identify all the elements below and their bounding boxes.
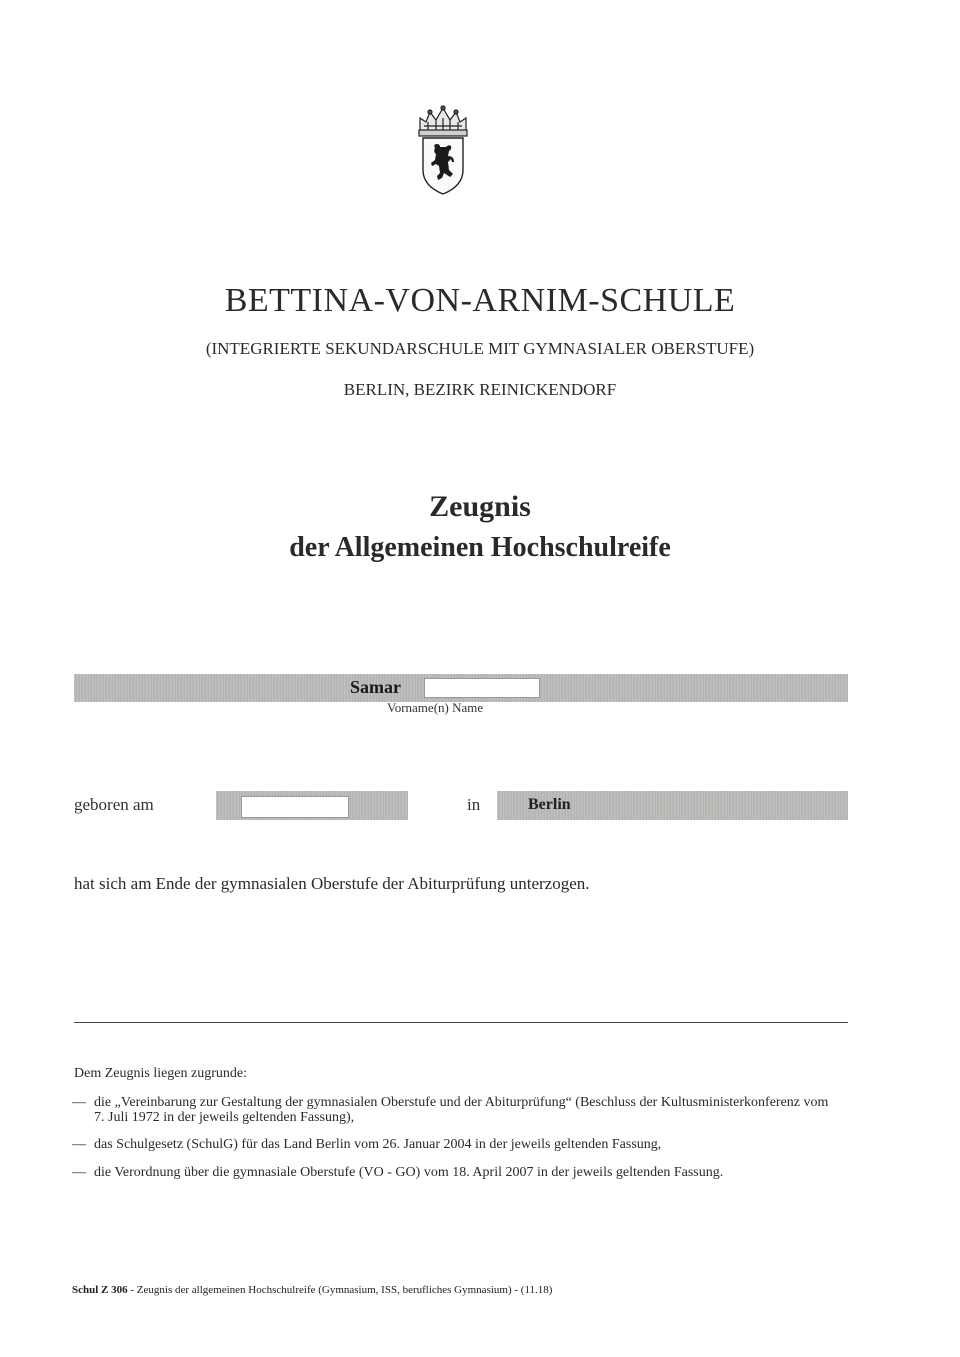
list-dash: — [72, 1137, 86, 1152]
certificate-subtitle: der Allgemeinen Hochschulreife [289, 532, 671, 563]
school-type: (INTEGRIERTE SEKUNDARSCHULE MIT GYMNASIALER OBERSTUFE) [205, 339, 755, 358]
in-label: in [467, 795, 481, 814]
school-location: BERLIN, BEZIRK REINICKENDORF [343, 380, 617, 399]
berlin-coat-of-arms-icon [416, 104, 470, 196]
form-description: - Zeugnis der allgemeinen Hochschulreife (Gymnasium, ISS, berufliches Gymnasium) - (11.18) [127, 1284, 553, 1296]
basis-item-text: das Schulgesetz (SchulG) für das Land Berlin vom 26. Januar 2004 in der jeweils geltenden Fassung, [94, 1137, 662, 1152]
certificate-title: Zeugnis [429, 490, 531, 523]
school-name: BETTINA-VON-ARNIM-SCHULE [224, 282, 736, 319]
basis-item-text: die „Vereinbarung zur Gestaltung der gymnasialen Oberstufe und der Abiturprüfung“ (Beschluss der Kultusministerkonferenz vom 7. Juli 1972 in der jeweils geltenden Fassung), [94, 1095, 829, 1125]
basis-heading: Dem Zeugnis liegen zugrunde: [74, 1066, 248, 1081]
redacted-surname [424, 678, 540, 698]
exam-statement: hat sich am Ende der gymnasialen Oberstufe der Abiturprüfung unterzogen. [74, 874, 590, 893]
form-footer [72, 1284, 552, 1296]
redacted-birthdate [241, 796, 349, 818]
basis-item-text: die Verordnung über die gymnasiale Oberstufe (VO - GO) vom 18. April 2007 in der jeweils geltenden Fassung. [94, 1165, 724, 1180]
name-caption: Vorname(n) Name [387, 700, 484, 715]
list-dash: — [72, 1165, 86, 1180]
list-dash: — [72, 1095, 86, 1110]
born-label: geboren am [74, 795, 154, 814]
divider [74, 1022, 848, 1023]
birthplace-value: Berlin [528, 796, 571, 813]
form-code: Schul Z 306 [72, 1284, 128, 1296]
student-first-name: Samar [350, 677, 401, 697]
